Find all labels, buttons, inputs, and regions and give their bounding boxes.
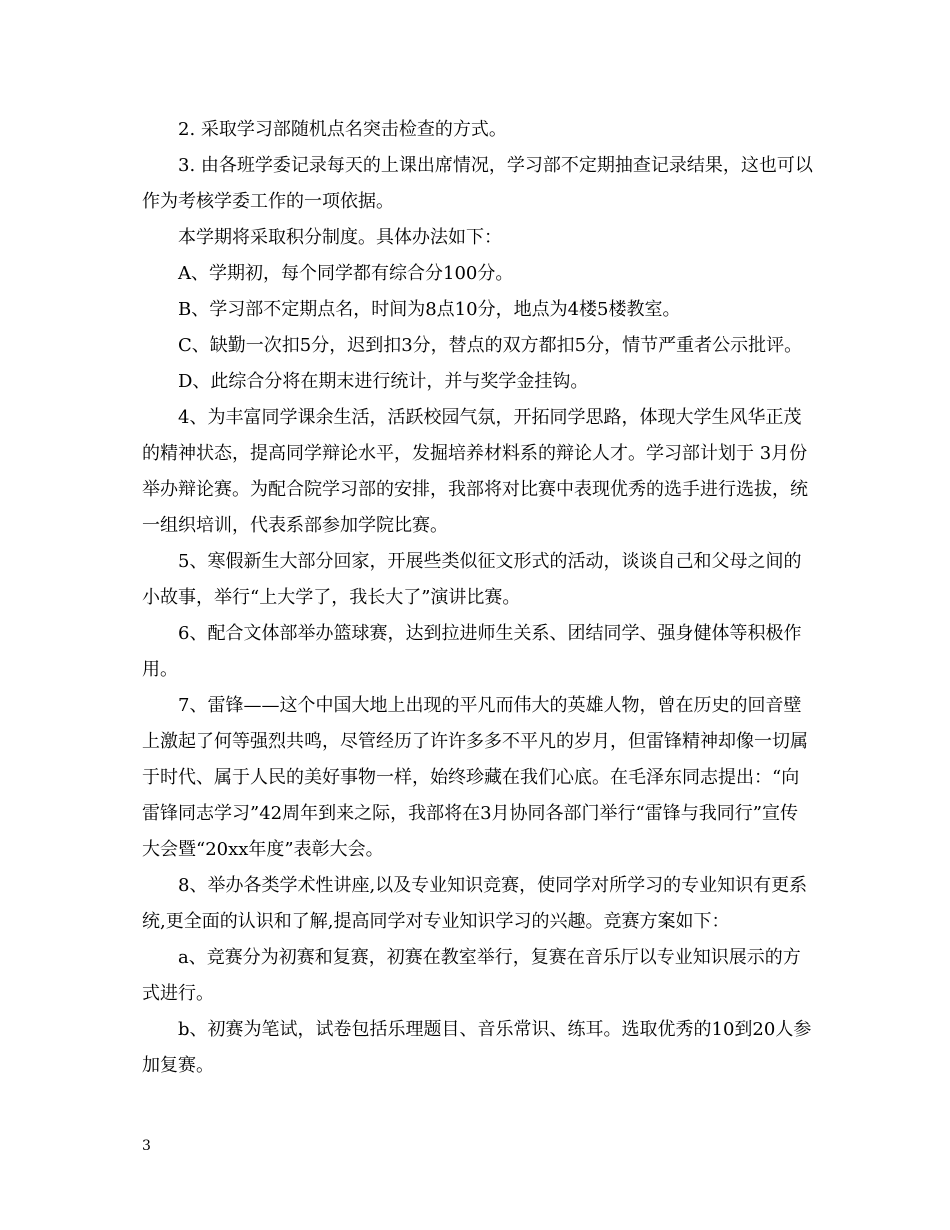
paragraph-rule-a: A、学期初，每个同学都有综合分100分。 [178,263,514,284]
paragraph-contest-a: a、竞赛分为初赛和复赛，初赛在教室举行，复赛在音乐厅以专业知识展示的方式进行。 [142,947,801,1004]
paragraph-contest-b: b、初赛为笔试，试卷包括乐理题目、音乐常识、练耳。选取优秀的10到20人参加复赛。 [142,1019,812,1076]
paragraph-item-3: 3. 由各班学委记录每天的上课出席情况，学习部不定期抽查记录结果，这也可以作为考核学委工作的一项依据。 [142,155,813,212]
document-body [142,112,814,1084]
paragraph-item-8-lectures: 8、举办各类学术性讲座,以及专业知识竞赛，使同学对所学习的专业知识有更系统,更全面的认识和了解,提高同学对专业知识学习的兴趣。竞赛方案如下： [142,875,808,932]
paragraph-item-5-speech: 5、寒假新生大部分回家，开展些类似征文形式的活动，谈谈自己和父母之间的小故事，举行“上大学了，我长大了”演讲比赛。 [142,551,802,608]
paragraph-rule-b: B、学习部不定期点名，时间为8点10分，地点为4楼5楼教室。 [178,299,681,320]
paragraph-rule-c: C、缺勤一次扣5分，迟到扣3分，替点的双方都扣5分，情节严重者公示批评。 [178,335,803,356]
paragraph-item-2: 2. 采取学习部随机点名突击检查的方式。 [178,119,507,140]
paragraph-item-7-leifeng: 7、雷锋——这个中国大地上出现的平凡而伟大的英雄人物，曾在历史的回音壁上激起了何等强烈共鸣，尽管经历了许许多多不平凡的岁月，但雷锋精神却像一切属于时代、属于人民的美好事物一样，始终珍藏在我们心底。在毛泽东同志提出：“向雷锋同志学习”42周年到来之际，我部将在3月协同各部门举行“雷锋与我同行”宣传大会暨“20xx年度”表彰大会。 [142,695,808,860]
paragraph-points-system: 本学期将采取积分制度。具体办法如下： [178,227,502,248]
paragraph-item-6-basketball: 6、配合文体部举办篮球赛，达到拉进师生关系、团结同学、强身健体等积极作用。 [142,623,802,680]
paragraph-rule-d: D、此综合分将在期末进行统计，并与奖学金挂钩。 [178,371,589,392]
paragraph-item-4-debate: 4、为丰富同学课余生活，活跃校园气氛，开拓同学思路，体现大学生风华正茂的精神状态，提高同学辩论水平，发掘培养材料系的辩论人才。学习部计划于 3月份举办辩论赛。为配合院学习部的安排，我部将对比赛中表现优秀的选手进行选拔，统一组织培训，代表系部参加学院比赛。 [142,407,808,536]
page-number: 3 [142,1138,151,1154]
